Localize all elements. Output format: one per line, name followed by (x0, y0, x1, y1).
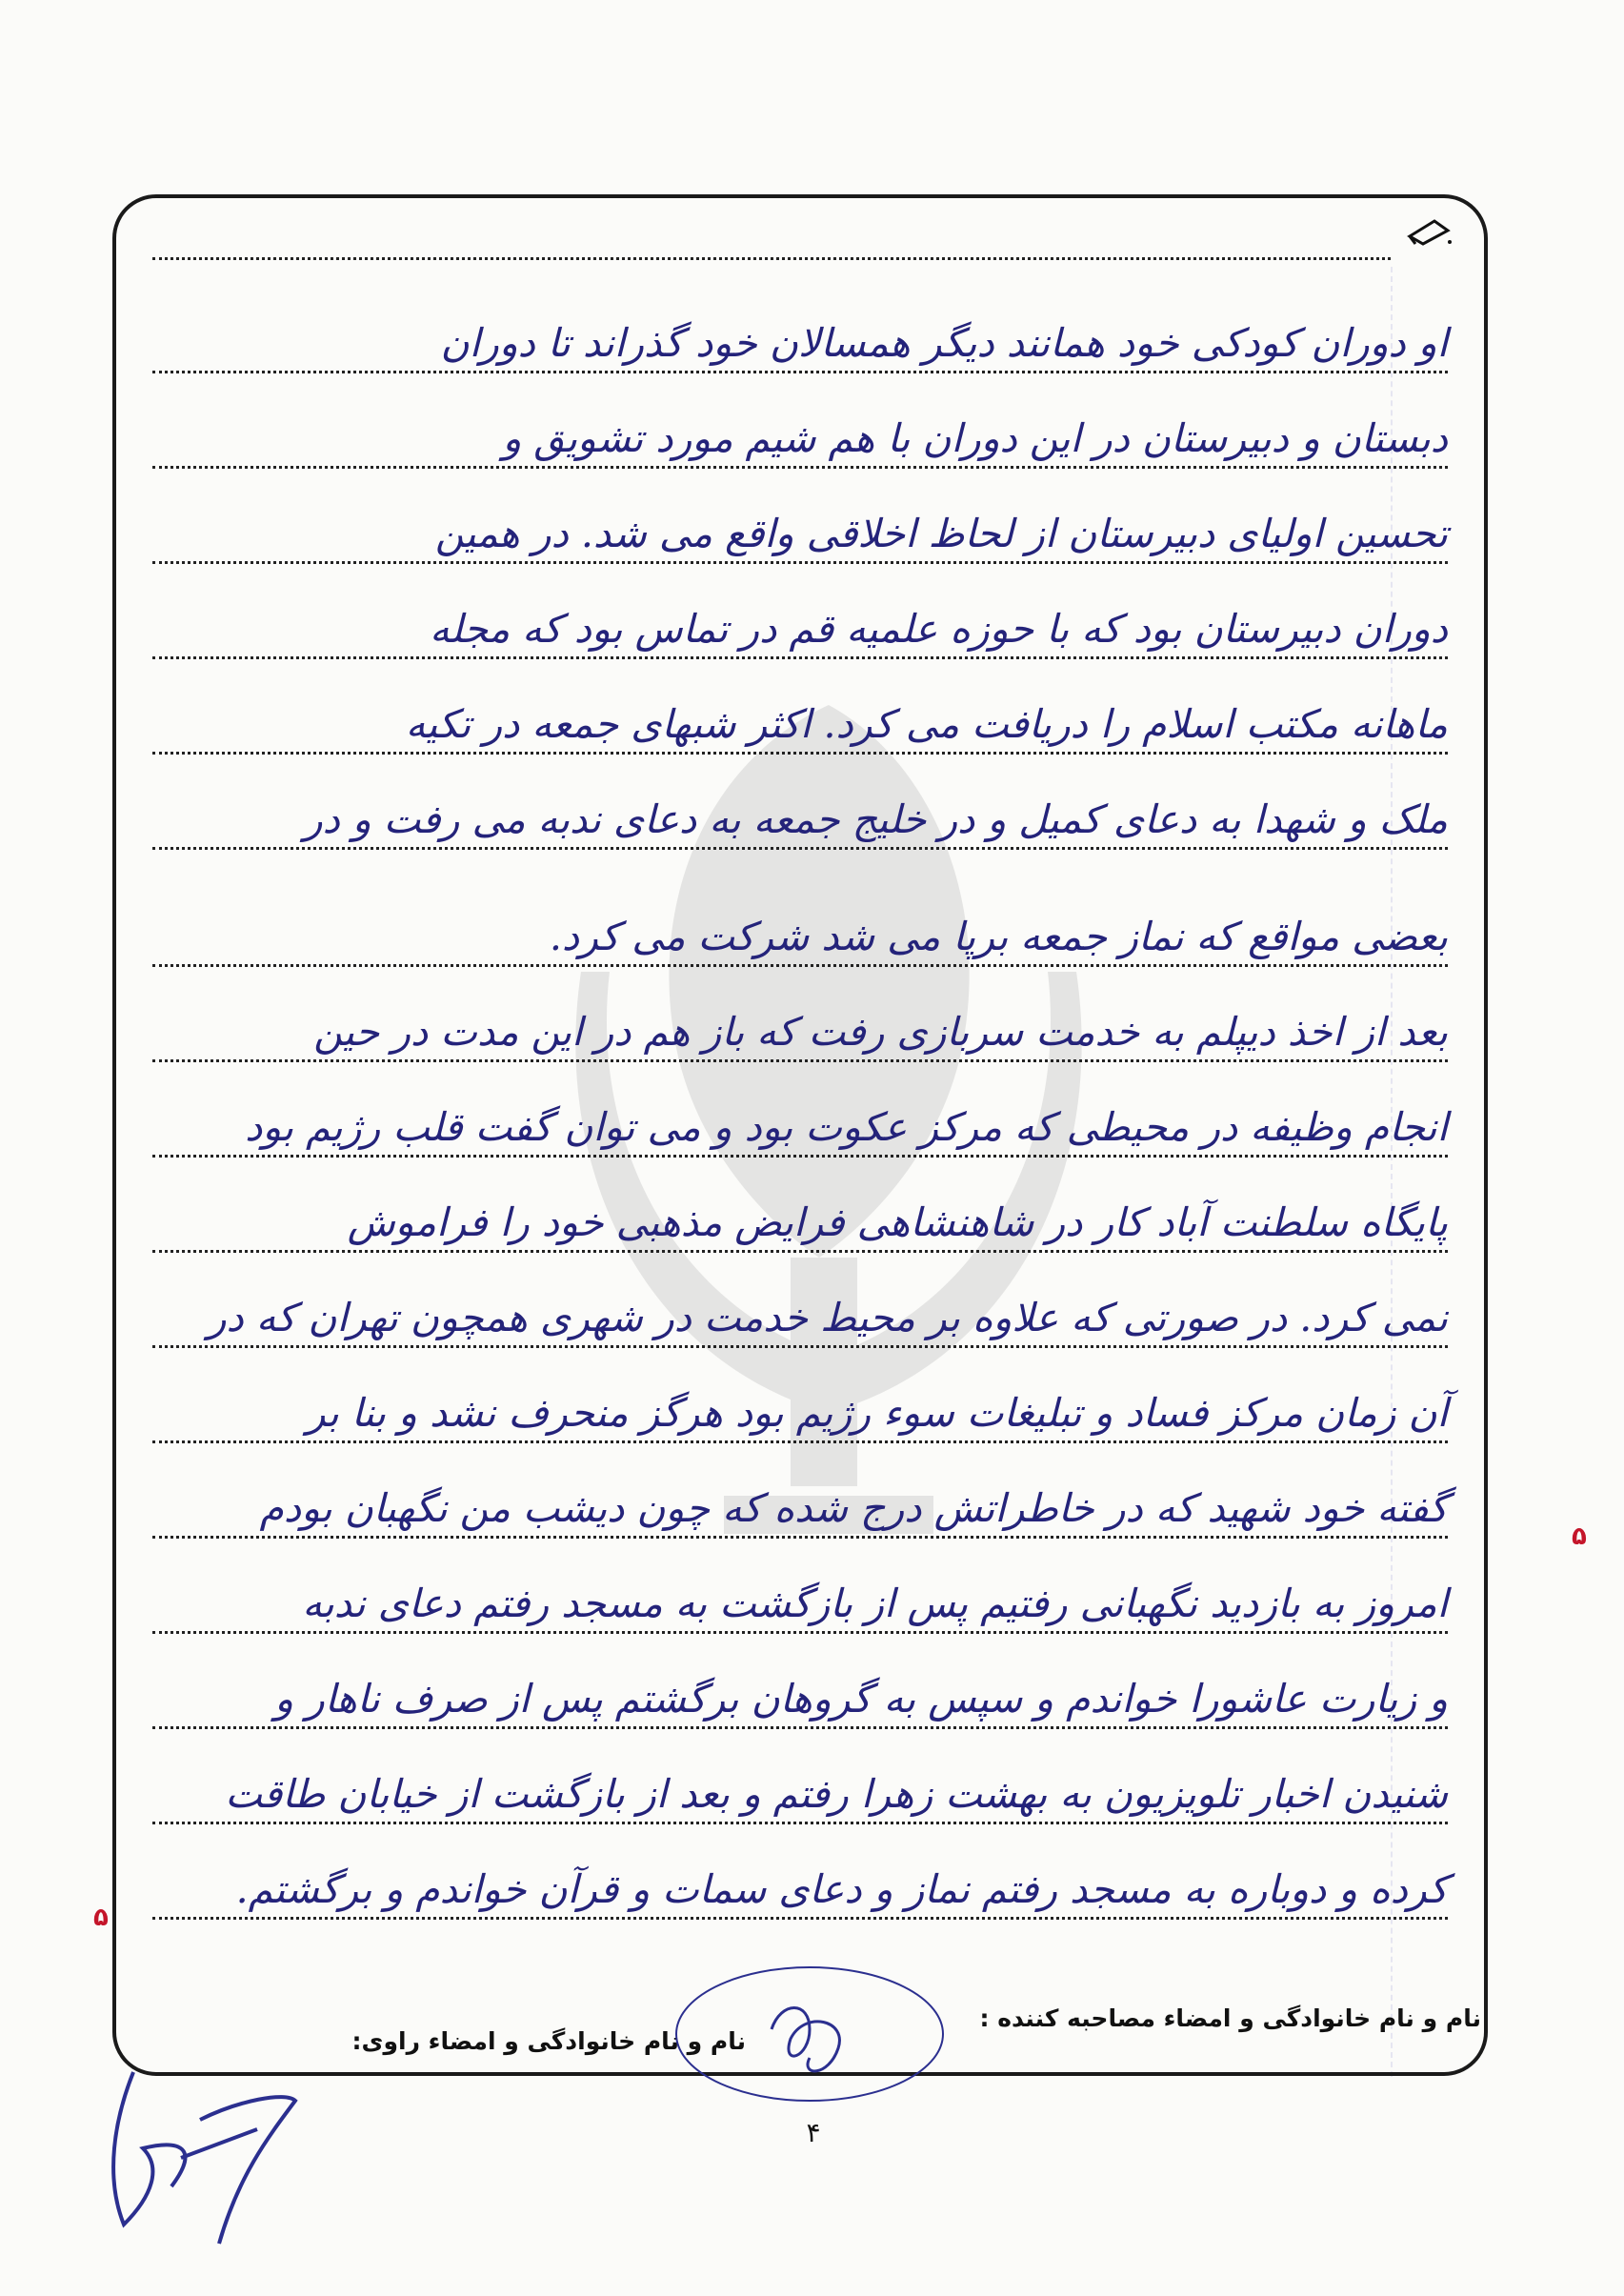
line-text: شنیدن اخبار تلویزیون به بهشت زهرا رفتم و بعد از بازگشت از خیابان طاقت (225, 1771, 1448, 1817)
text-line-11 (152, 1253, 1448, 1348)
line-text: بعضی مواقع که نماز جمعه برپا می شد شرکت می کرد. (549, 914, 1448, 959)
text-line-16 (152, 1729, 1448, 1824)
line-text: ملک و شهدا به دعای کمیل و در خلیج جمعه به دعای ندبه می رفت و در (303, 796, 1448, 842)
text-line-12 (152, 1348, 1448, 1443)
line-text: پایگاه سلطنت آباد کار در شاهنشاهی فرایض مذهبی خود را فراموش (347, 1199, 1448, 1245)
line-text: انجام وظیفه در محیطی که مرکز عکوت بود و می توان گفت قلب رژیم بود (245, 1104, 1448, 1150)
text-line-6 (152, 755, 1448, 850)
text-line-17 (152, 1824, 1448, 1920)
text-line-7 (152, 872, 1448, 967)
page-number: ۴ (806, 2117, 821, 2148)
text-line-10 (152, 1158, 1448, 1253)
pen-icon (1406, 215, 1454, 248)
dotted-rule (152, 1917, 1448, 1920)
line-text: بعد از اخذ دیپلم به خدمت سربازی رفت که باز هم در این مدت در حین (313, 1009, 1448, 1055)
text-line-14 (152, 1539, 1448, 1634)
margin-mark: ۵ (93, 1903, 109, 1932)
text-line-3 (152, 469, 1448, 564)
line-text: آن زمان مرکز فساد و تبلیغات سوء رژیم بود هرگز منحرف نشد و بنا بر (306, 1390, 1448, 1436)
line-text: امروز به بازدید نگهبانی رفتیم پس از بازگشت به مسجد رفتم دعای ندبه (302, 1581, 1448, 1626)
line-text: تحسین اولیای دبیرستان از لحاظ اخلاقی واقع می شد. در همین (434, 511, 1448, 556)
line-text: کرده و دوباره به مسجد رفتم نماز و دعای سمات و قرآن خواندم و برگشتم. (235, 1866, 1448, 1912)
interviewer-signature (667, 1944, 952, 2115)
text-line-9 (152, 1062, 1448, 1158)
line-text: ماهانه مکتب اسلام را دریافت می کرد. اکثر شبهای جمعه در تکیه (405, 701, 1448, 747)
line-text: او دوران کودکی خود همانند دیگر همسالان خود گذراند تا دوران (440, 320, 1448, 366)
line-text: نمی کرد. در صورتی که علاوه بر محیط خدمت در شهری همچون تهران که در (207, 1295, 1448, 1340)
text-line-5 (152, 659, 1448, 755)
margin-mark: ۵ (1572, 1522, 1587, 1551)
line-text: دوران دبیرستان بود که با حوزه علمیه قم در تماس بود که مجله (430, 606, 1448, 652)
line-text: و زیارت عاشورا خواندم و سپس به گروهان برگشتم پس از صرف ناهار و (274, 1676, 1448, 1722)
header-dotted-line (152, 257, 1391, 260)
text-line-4 (152, 564, 1448, 659)
dotted-rule (152, 847, 1448, 850)
line-text: گفته خود شهید که در خاطراتش درج شده که چون دیشب من نگهبان بودم (259, 1485, 1448, 1531)
text-line-13 (152, 1443, 1448, 1539)
text-line-1 (152, 278, 1448, 373)
line-text: دبستان و دبیرستان در این دوران با هم شیم مورد تشویق و (502, 415, 1448, 461)
narrator-signature-label: نام و نام خانوادگی و امضاء راوی: (351, 2027, 746, 2055)
text-line-8 (152, 967, 1448, 1062)
narrator-signature (95, 2063, 314, 2253)
text-line-2 (152, 373, 1448, 469)
interviewer-signature-label: نام و نام خانوادگی و امضاء مصاحبه کننده : (979, 2004, 1481, 2032)
text-line-15 (152, 1634, 1448, 1729)
